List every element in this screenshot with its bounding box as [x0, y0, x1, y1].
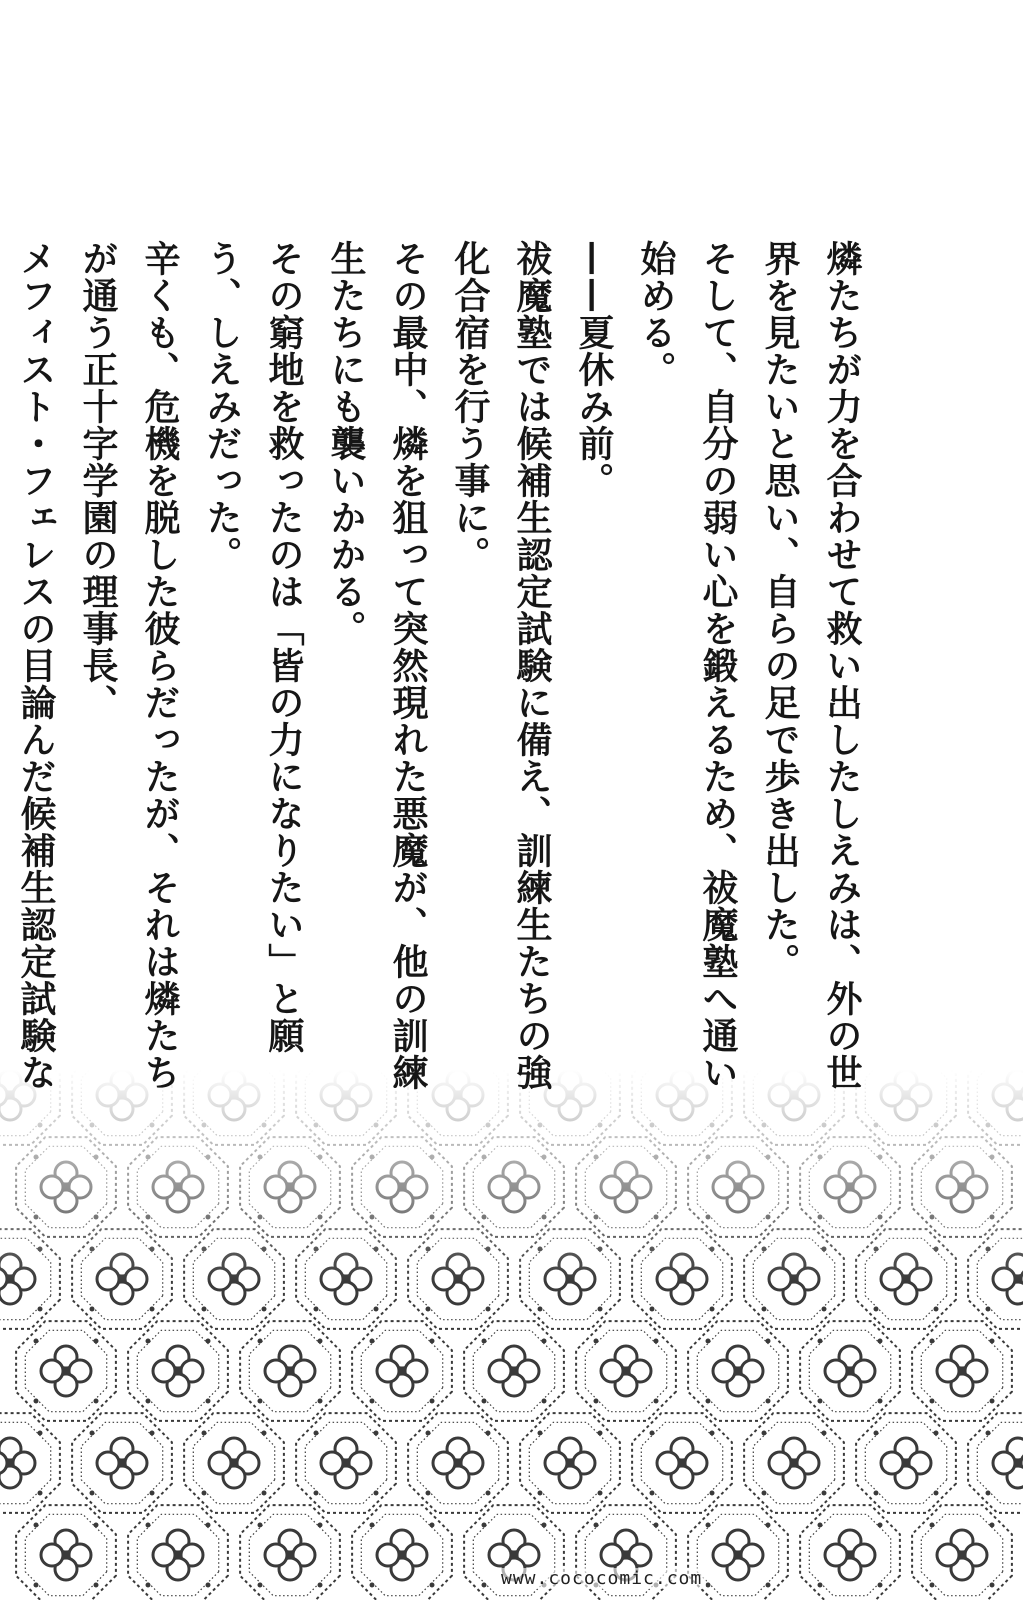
paragraph-3: ——夏休み前。: [573, 240, 615, 499]
paragraph-1: 燐たちが力を合わせて救い出したしえみは、外の世界を見たいと思い、自らの足で歩き出した。: [759, 240, 863, 1091]
paragraph-4: 祓魔塾では候補生認定試験に備え、訓練生たちの強化合宿を行う事に。: [449, 240, 553, 1091]
paragraph-6: その窮地を救ったのは「皆の力になりたい」と願う、しえみだった。: [201, 240, 305, 1054]
paragraph-7: 辛くも、危機を脱した彼らだったが、それは燐たちが通う正十字学園の理事長、: [77, 240, 181, 1091]
paragraph-8: メフィスト・フェレスの目論んだ候補生認定試験な: [15, 240, 57, 1091]
synopsis-text: [15, 240, 873, 1100]
watermark: www.cococomic.com: [497, 1568, 706, 1589]
decorative-lace-pattern: [0, 1070, 1023, 1600]
paragraph-2: そして、自分の弱い心を鍛えるため、祓魔塾へ通い始める。: [635, 240, 739, 1091]
paragraph-5: その最中、燐を狙って突然現れた悪魔が、他の訓練生たちにも襲いかかる。: [325, 240, 429, 1091]
